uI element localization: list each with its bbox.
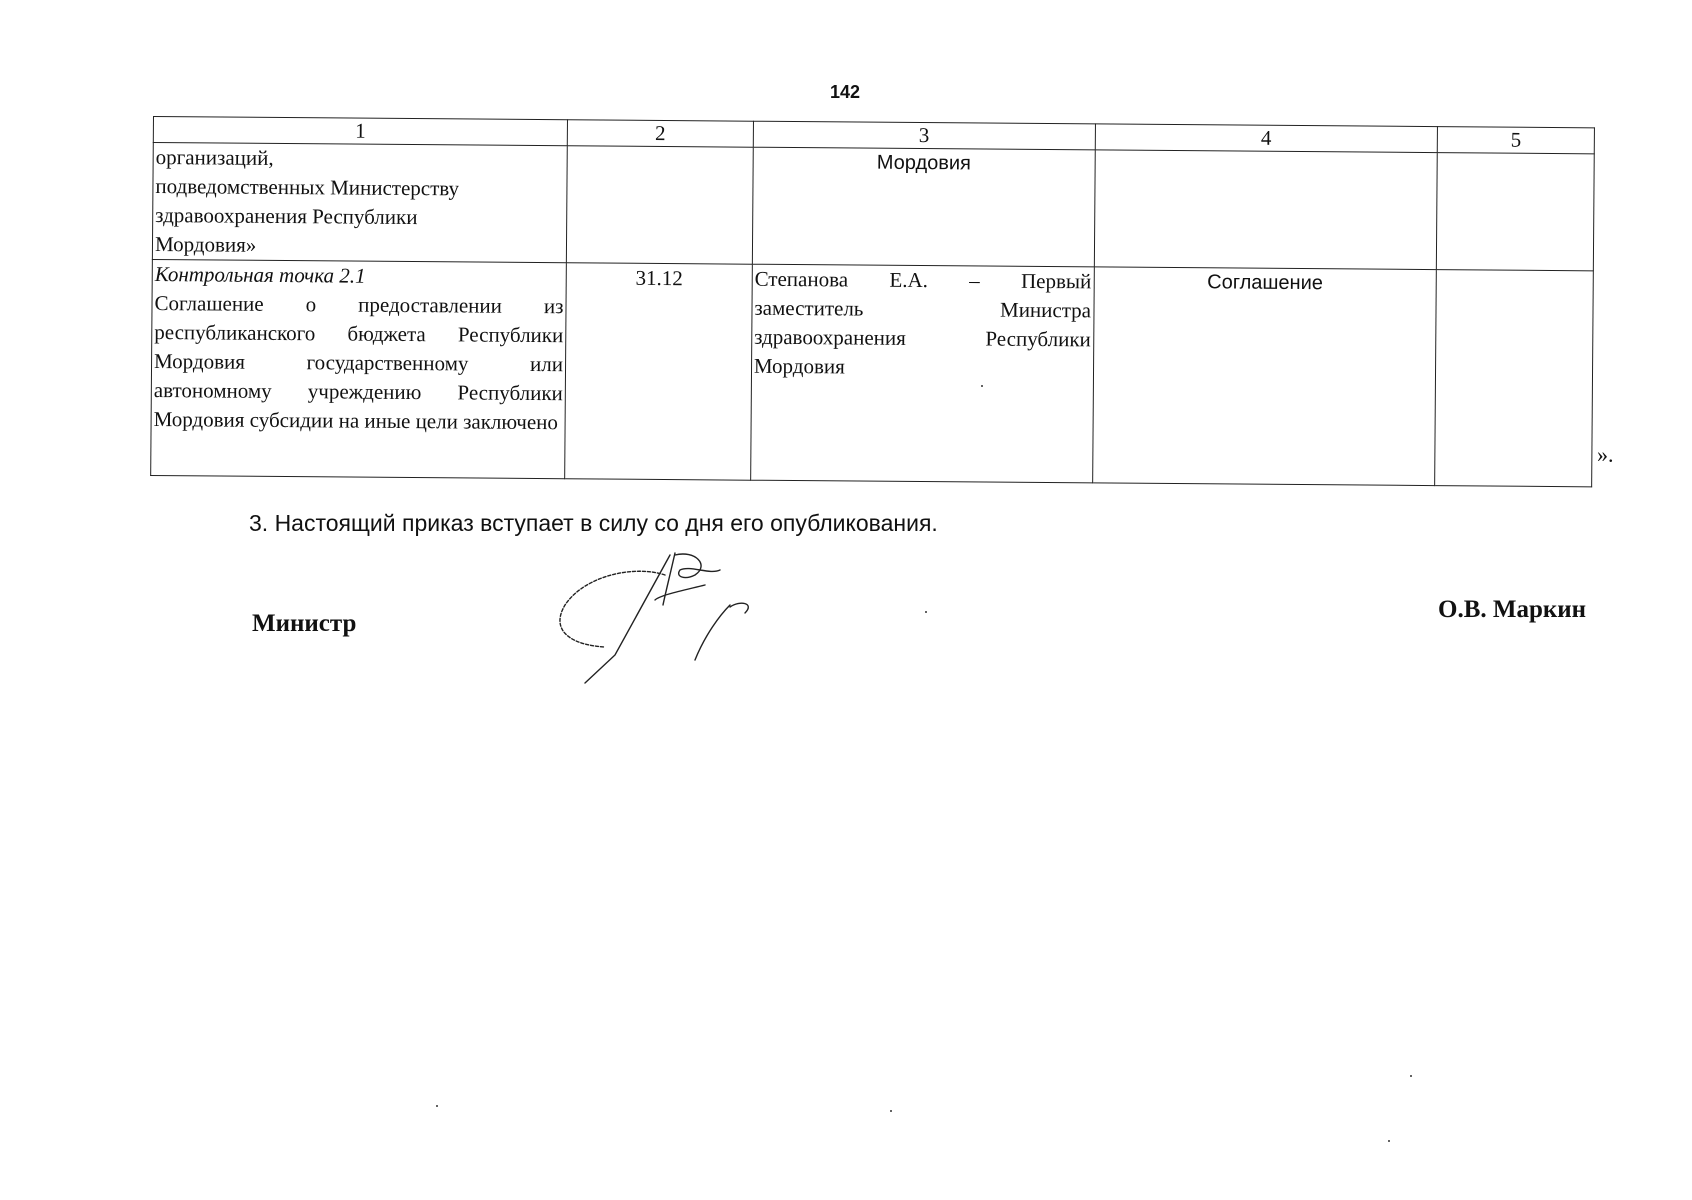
row1-line: здравоохранения Республики: [155, 203, 418, 230]
paragraph-3: 3. Настоящий приказ вступает в силу со дня его опубликования.: [249, 510, 938, 536]
table-row: [152, 143, 1594, 271]
scan-speck: [436, 1105, 438, 1107]
row1-extra-cell: [1437, 153, 1595, 271]
row2-date-cell: 31.12: [565, 263, 753, 480]
closing-quote: ».: [1597, 442, 1614, 467]
table-row: [151, 259, 1594, 486]
handwritten-signature-icon: [545, 545, 845, 685]
scan-speck: [925, 611, 927, 613]
row2-event-cell: [151, 259, 567, 478]
row1-responsible-cell: Мордовия: [752, 147, 1095, 267]
control-point-text: Соглашение о предоставлении из республиканского бюджета Республики Мордовия государственному или автономному учреждению Республики Мордовия субсидии на иные цели заключено: [153, 291, 564, 435]
row2-responsible-cell: Степанова Е.А. – Первый заместитель Министра здравоохранения Республики Мордовия: [751, 264, 1094, 483]
column-number-2: 2: [567, 120, 753, 147]
column-number-1: 1: [153, 117, 567, 146]
signer-title: Министр: [252, 610, 357, 637]
signer-name: О.В. Маркин: [1438, 596, 1587, 623]
column-number-3: 3: [753, 121, 1095, 150]
scan-speck: [1388, 1140, 1390, 1142]
row1-line: организаций,: [155, 145, 274, 170]
scan-speck: [981, 385, 983, 387]
scan-speck: [890, 1110, 892, 1112]
control-point-title: Контрольная точка 2.1: [154, 262, 366, 288]
row1-line: подведомственных Министерству: [155, 174, 460, 201]
plan-table-wrapper: [150, 116, 1595, 487]
row2-result-cell: Соглашение: [1092, 267, 1436, 486]
page-number: 142: [829, 82, 861, 102]
row1-event-cell: [152, 143, 567, 263]
row2-extra-cell: [1435, 270, 1593, 487]
plan-table: [150, 116, 1595, 487]
row1-result-cell: [1094, 150, 1438, 270]
scan-speck: [1410, 1075, 1412, 1077]
column-number-4: 4: [1095, 124, 1438, 153]
column-number-5: 5: [1437, 127, 1594, 154]
row1-date-cell: [566, 146, 753, 264]
row1-line: Мордовия»: [154, 232, 257, 257]
